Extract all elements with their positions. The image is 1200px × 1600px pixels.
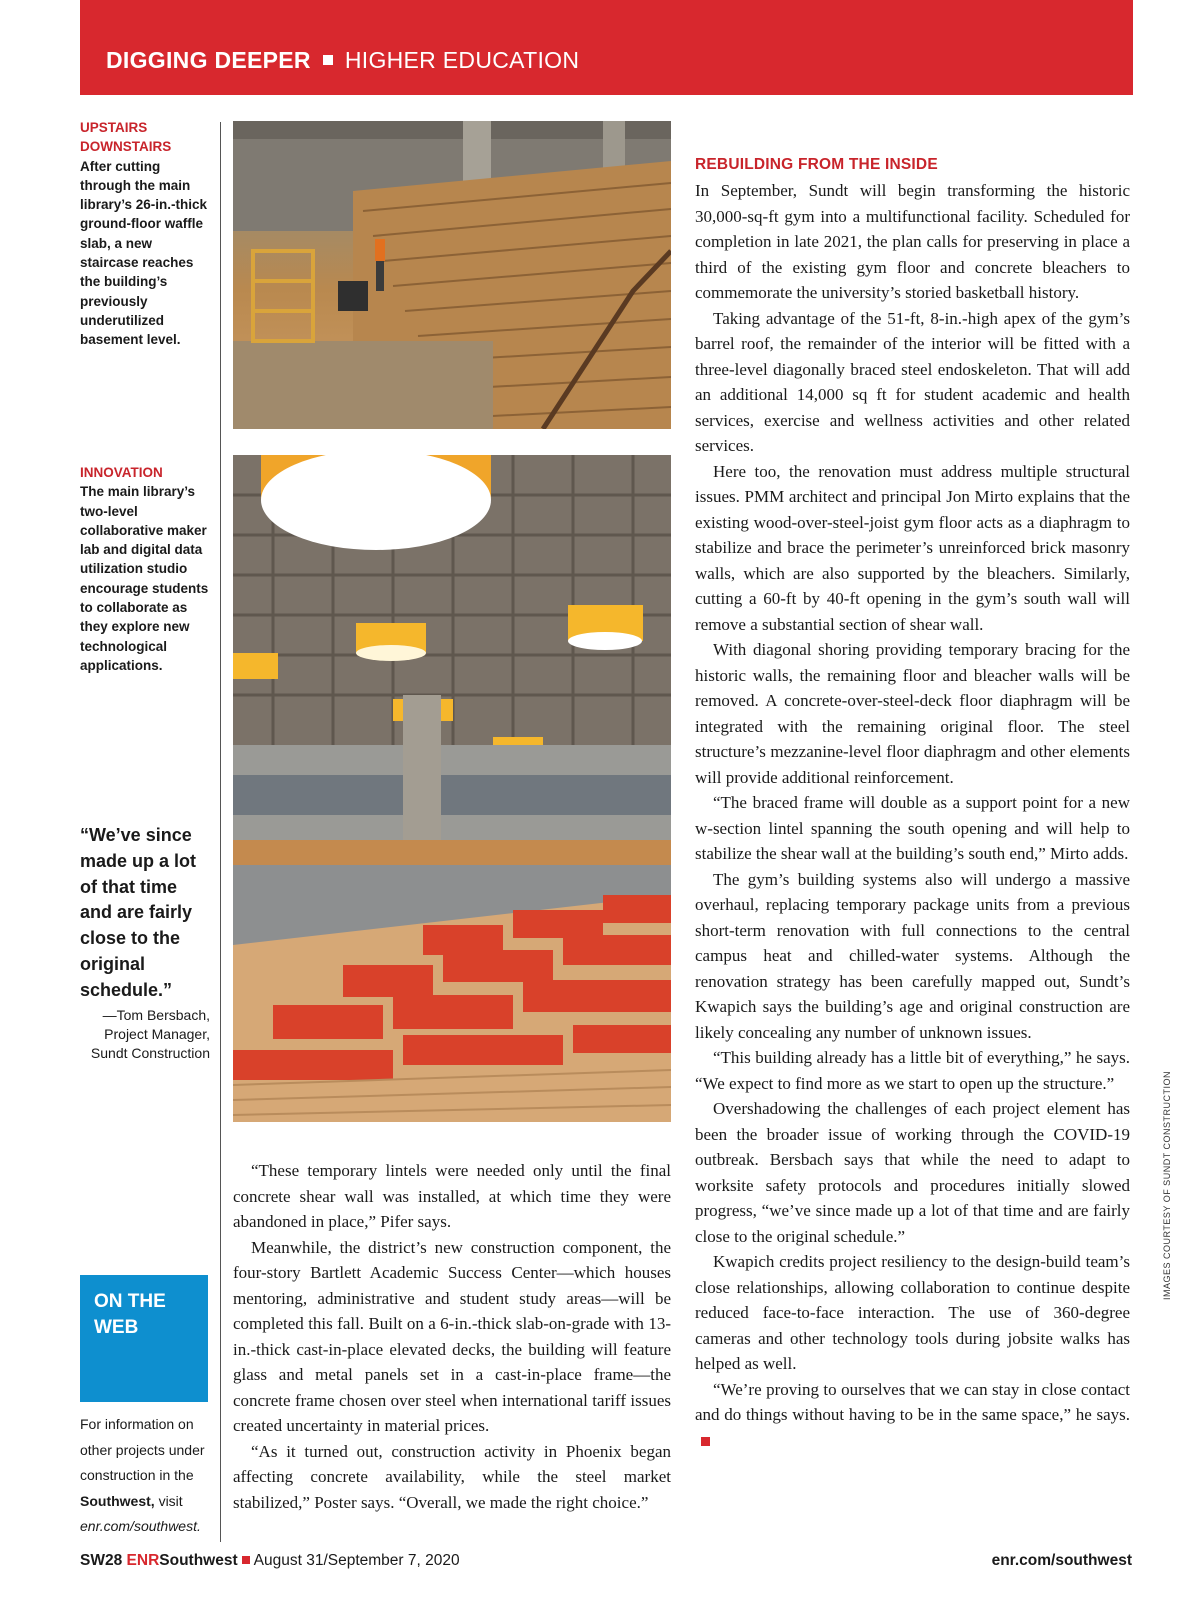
on-the-web-box [80,1275,208,1402]
issue-date: August 31/September 7, 2020 [253,1552,460,1569]
separator-square-icon [323,55,333,65]
footer-url[interactable]: enr.com/southwest [991,1552,1132,1569]
body-paragraph: “As it turned out, construction activity in Phoenix began affecting concrete availability, while the steel market stabilized,” Poster says. “Overall, we made the right choice.” [233,1441,671,1512]
caption-kicker: INNOVATION [80,465,163,480]
body-paragraph: In September, Sundt will begin transforming the historic 30,000-sq-ft gym into a multifunctional facility. Scheduled for completion in late 2021, the plan calls for preserving in place a third of the existing gym floor and concrete bleachers to commemorate the university’s storied basketball history. [695,181,1130,302]
section-name: DIGGING DEEPER [106,47,311,73]
body-paragraph: Here too, the renovation must address multiple structural issues. PMM architect and principal Jon Mirto explains that the existing wood-over-steel-joist gym floor acts as a diaphragm to stabilize and brace the perimeter’s unreinforced brick masonry walls, which are also supported by the bleachers. Similarly, cutting a 60-ft by 40-ft opening in the gym’s south wall will remove a substantial section of shear wall. [695,461,1130,634]
pull-quote-attribution: —Tom Bersbach, Project Manager, Sundt Construction [90,1006,210,1061]
column-divider [220,122,221,1542]
article-column-right [695,152,1130,1453]
caption-text: After cutting through the main library’s 26-in.-thick ground-floor waffle slab, a new staircase reaches the building’s previously underutilized basement level. [80,158,208,348]
body-paragraph: “This building already has a little bit of everything,” he says. “We expect to find more as we start to open up the structure.” [695,1048,1130,1093]
brand-enr: ENR [126,1552,160,1569]
web-info-visit: visit [158,1492,183,1509]
maker-lab-illustration [233,455,671,1122]
web-info-link[interactable]: enr.com/southwest. [80,1518,201,1535]
on-the-web-title: ON THE WEB [94,1291,166,1338]
on-the-web-info [80,1412,210,1540]
banner-title [106,47,579,74]
caption-kicker: UPSTAIRS DOWNSTAIRS [80,120,172,155]
pull-quote [80,823,210,1063]
brand-region: Southwest [159,1552,238,1569]
subsection-name: HIGHER EDUCATION [344,47,580,73]
photo-caption-2 [80,463,210,675]
body-paragraph: The gym’s building systems also will undergo a massive overhaul, replacing temporary package units from a previous short-term renovation with full connections to the central campus heat and chilled-water systems. Although the renovation strategy has been carefully mapped out, Sundt’s Kwapich says the building’s age and original construction are likely concealing any number of unknown issues. [695,869,1130,1042]
separator-square-icon [242,1556,250,1564]
body-paragraph: “The braced frame will double as a support point for a new w-section lintel spanning the south opening and will help to stabilize the shear wall at the building’s south end,” Mirto adds. [695,793,1130,863]
body-paragraph-last [695,1377,1130,1454]
end-mark-icon [701,1437,710,1446]
subhead: REBUILDING FROM THE INSIDE [695,156,938,173]
article-column-middle [233,1158,671,1515]
pull-quote-text: “We’ve since made up a lot of that time and are fairly close to the original schedule.” [80,825,197,1000]
body-paragraph: Overshadowing the challenges of each project element has been the broader issue of working through the COVID-19 outbreak. Bersbach says that while the need to adapt to worksite safety protocols and procedures initially slowed progress, “we’ve since made up a lot of that time and are fairly close to the original schedule.” [695,1099,1130,1246]
body-paragraph: Meanwhile, the district’s new construction component, the four-story Bartlett Academic Success Center—which houses mentoring, administrative and student study areas—will be completed this fall. Built on a 6-in.-thick slab-on-grade with 13-in.-thick cast-in-place elevated decks, the building will feature glass and metal panels set in a cast-in-place frame—the concrete frame chosen over steel when international tariff issues created uncertainty in material prices. [233,1237,671,1435]
page-number: SW28 [80,1552,123,1569]
photo-credit: IMAGES COURTESY OF SUNDT CONSTRUCTION [1162,1070,1172,1300]
body-paragraph: Taking advantage of the 51-ft, 8-in.-high apex of the gym’s barrel roof, the remainder of the interior will be fitted with a three-level diagonally braced steel endoskeleton. That will add an additional 14,000 sq ft for student academic and health services, exercise and wellness activities and other related services. [695,308,1130,455]
maker-lab-photo [233,455,671,1122]
photo-caption-1 [80,118,210,350]
body-paragraph: With diagonal shoring providing temporary bracing for the historic walls, the remaining floor and bleacher walls will be removed. A concrete-over-steel-deck floor diaphragm will be integrated with the remaining original floor. The steel structure’s mezzanine-level floor diaphragm and other elements will provide additional reinforcement. [695,640,1130,787]
staircase-photo [233,121,671,429]
section-banner [80,0,1133,95]
final-paragraph-text: “We’re proving to ourselves that we can stay in close contact and do things without having to be in the same space,” he says. [695,1379,1130,1424]
body-paragraph: Kwapich credits project resiliency to the design-build team’s close relationships, allowing collaboration to continue despite reduced face-to-face interaction. The use of 360-degree cameras and other technology tools during jobsite walks has helped as well. [695,1252,1130,1373]
web-info-text: For information on other projects under construction in the [80,1416,205,1484]
body-paragraph: “These temporary lintels were needed only until the final concrete shear wall was installed, at which time they were abandoned in place,” Pifer says. [233,1161,671,1231]
web-info-region: Southwest, [80,1492,155,1509]
staircase-illustration [233,121,671,429]
caption-text: The main library’s two-level collaborative maker lab and digital data utilization studio encourage students to collaborate as they explore new technological applications. [80,484,209,673]
page-footer [80,1552,1132,1570]
